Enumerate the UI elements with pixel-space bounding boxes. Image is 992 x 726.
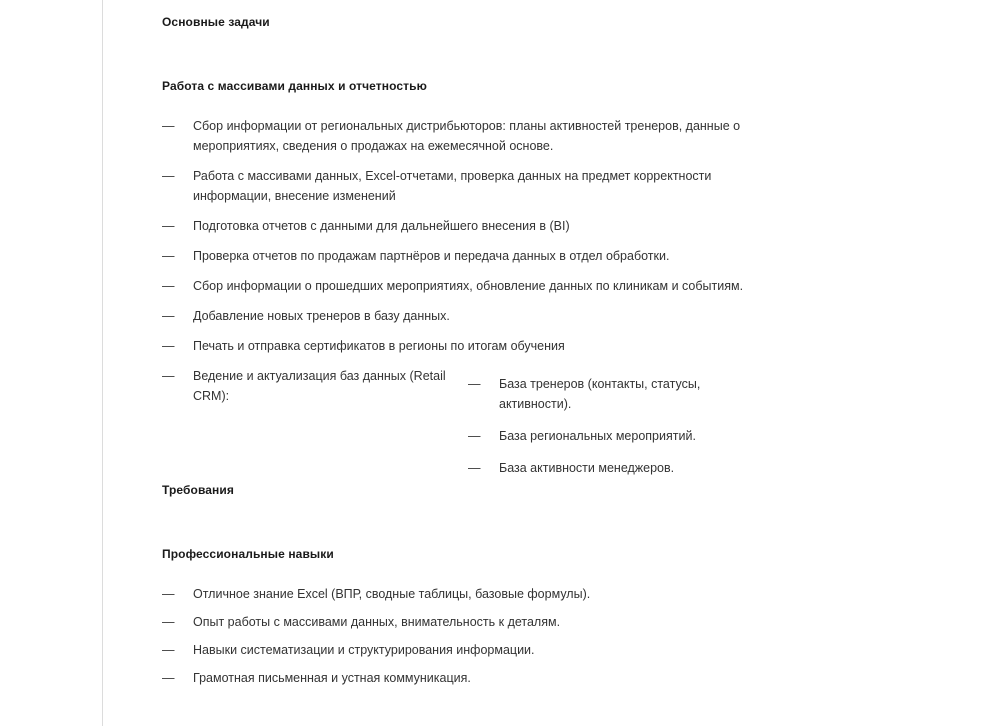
section-heading-main-tasks: Основные задачи [162,15,270,29]
nested-list-item: — База региональных мероприятий. [468,426,768,446]
list-item: — Работа с массивами данных, Excel-отчетами, проверка данных на предмет корректности информации, внесение изменений [162,166,782,206]
list-professional-skills [162,584,782,688]
spacer [162,94,782,116]
list-item: — Опыт работы с массивами данных, внимательность к деталям. [162,612,782,632]
document-content [162,14,782,688]
list-item: — Сбор информации о прошедших мероприятиях, обновление данных по клиникам и событиям. [162,276,782,296]
subheading-data-and-reporting: Работа с массивами данных и отчетностью [162,79,427,93]
list-item-label: — Ведение и актуализация баз данных (Retail CRM): [193,369,446,403]
subheading-professional-skills: Профессиональные навыки [162,547,334,561]
list-item: — Сбор информации от региональных дистрибьюторов: планы активностей тренеров, данные о мероприятиях, сведения о продажах на ежемесячной основе. [162,116,782,156]
list-item: — Добавление новых тренеров в базу данных. [162,306,782,326]
section-heading-requirements: Требования [162,483,234,497]
list-item: — Проверка отчетов по продажам партнёров и передача данных в отдел обработки. [162,246,782,266]
nested-list-item: — База тренеров (контакты, статусы, активности). [468,374,768,414]
list-item: — Грамотная письменная и устная коммуникация. [162,668,782,688]
nested-list-item: — База активности менеджеров. [468,458,768,478]
spacer [162,30,782,78]
list-item: — Печать и отправка сертификатов в регионы по итогам обучения [162,336,782,356]
list-item: — Навыки систематизации и структурирования информации. [162,640,782,660]
nested-list-databases [468,374,768,490]
list-item-with-nested [162,366,782,475]
spacer [162,498,782,546]
spacer [162,562,782,584]
list-item: — Подготовка отчетов с данными для дальнейшего внесения в (BI) [162,216,782,236]
list-data-and-reporting [162,116,782,475]
list-item: — Отличное знание Excel (ВПР, сводные таблицы, базовые формулы). [162,584,782,604]
